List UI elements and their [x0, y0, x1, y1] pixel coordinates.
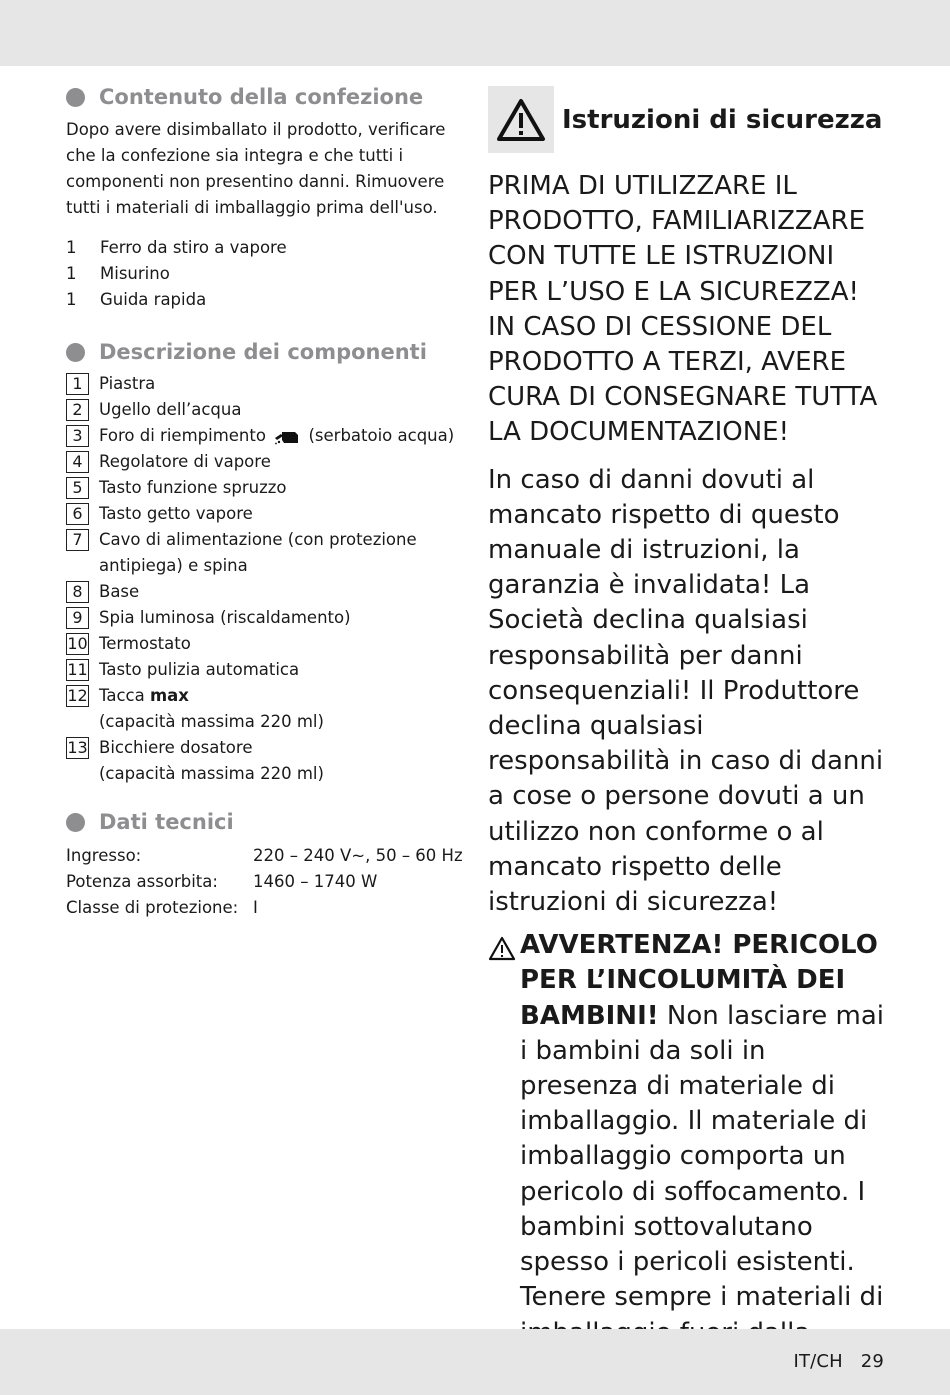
water-fill-icon — [273, 429, 301, 445]
spec-label: Classe di protezione: — [66, 898, 239, 917]
child-warning-head: AVVERTENZA! PERICOLO PER L’INCOLUMITÀ DEI BAMBINI! — [520, 930, 878, 1031]
item-name: Ferro da stiro a vapore — [100, 238, 287, 257]
component-number: 8 — [66, 581, 89, 603]
safety-body-text: In caso di danni dovuti al mancato rispetto di questo manuale di istruzioni, la garanzia è invalidata! La Società declina qualsiasi responsabilità per danni consequenziali! Il Produttore declina qualsiasi responsabilità in caso di danni a cose o persone dovuti a un utilizzo non conforme o al mancato rispetto delle istruzioni di sicurezza! — [488, 464, 884, 918]
item-name: Guida rapida — [100, 290, 207, 309]
component-text: Piastra — [99, 374, 156, 393]
contents-heading-text: Contenuto della confezione — [99, 85, 424, 109]
contents-intro: Dopo avere disimballato il prodotto, verificare che la confezione sia integra e che tutti i componenti non presentino danni. Rimuovere tutti i materiali di imballaggio prima dell'uso. — [66, 120, 446, 217]
component-text: Base — [99, 582, 140, 601]
component-text: Cavo di alimentazione (con protezione antipiega) e spina — [99, 530, 417, 575]
component-number: 3 — [66, 425, 89, 447]
component-text-wrap — [99, 735, 466, 787]
left-column — [66, 82, 466, 921]
component-text-after: (serbatoio acqua) — [308, 426, 455, 445]
contents-heading — [66, 82, 466, 112]
components-heading — [66, 337, 466, 367]
contents-list — [66, 235, 466, 313]
footer-locale: IT/CH — [793, 1351, 843, 1372]
component-row — [66, 735, 466, 787]
warning-triangle-small-icon — [488, 936, 516, 961]
component-row — [66, 501, 466, 527]
page-footer — [793, 1351, 884, 1372]
component-row — [66, 605, 466, 631]
component-row — [66, 631, 466, 657]
footer-page-number: 29 — [860, 1351, 884, 1372]
list-item — [66, 261, 466, 287]
spec-label: Potenza assorbita: — [66, 872, 218, 891]
component-text-after: (capacità massima 220 ml) — [99, 712, 324, 731]
component-row — [66, 683, 466, 735]
item-name: Misurino — [100, 264, 170, 283]
component-text: Regolatore di vapore — [99, 452, 271, 471]
component-text: Foro di riempimento — [99, 426, 266, 445]
component-number: 6 — [66, 503, 89, 525]
spec-value: 1460 – 1740 W — [253, 872, 378, 891]
component-number: 1 — [66, 373, 89, 395]
component-number: 9 — [66, 607, 89, 629]
component-text: Termostato — [99, 634, 191, 653]
child-warning-body: Non lasciare mai i bambini da soli in presenza di materiale di imballaggio. Il materiale di imballaggio comporta un pericolo di soffocamento. I bambini sottovalutano spesso i pericoli esistenti. Tenere sempre i materiali di — [520, 1000, 884, 1313]
child-warning-text — [520, 928, 888, 1386]
item-qty: 1 — [66, 290, 77, 309]
component-row — [66, 527, 466, 579]
item-qty: 1 — [66, 238, 77, 257]
warning-triangle-icon — [496, 98, 546, 142]
component-text: Tacca — [99, 686, 145, 705]
component-text-wrap — [99, 683, 466, 735]
component-number: 4 — [66, 451, 89, 473]
component-text: Bicchiere dosatore — [99, 738, 253, 757]
component-text: Ugello dell’acqua — [99, 400, 242, 419]
specs-table — [66, 843, 466, 921]
component-number: 13 — [67, 738, 88, 757]
right-column — [488, 86, 888, 1386]
components-heading-text: Descrizione dei componenti — [99, 340, 427, 364]
spec-label: Ingresso: — [66, 846, 142, 865]
component-text-wrap — [99, 423, 466, 449]
component-text: Tasto pulizia automatica — [99, 660, 300, 679]
component-number: 2 — [66, 399, 89, 421]
safety-header — [488, 86, 888, 153]
spec-value: 220 – 240 V∼, 50 – 60 Hz — [253, 846, 463, 865]
component-row — [66, 475, 466, 501]
component-text: Tasto getto vapore — [99, 504, 253, 523]
component-row — [66, 657, 466, 683]
component-row — [66, 423, 466, 449]
components-list — [66, 371, 466, 787]
component-bold-word: max — [149, 686, 189, 705]
safety-title: Istruzioni di sicurezza — [562, 104, 883, 135]
specs-heading-text: Dati tecnici — [99, 810, 234, 834]
warning-triangle-box — [488, 86, 554, 153]
spec-row — [66, 895, 466, 921]
component-text: Spia luminosa (riscaldamento) — [99, 608, 351, 627]
specs-heading — [66, 807, 466, 837]
component-number: 7 — [66, 529, 89, 551]
bullet-icon — [66, 88, 85, 107]
bullet-icon — [66, 343, 85, 362]
bullet-icon — [66, 813, 85, 832]
child-warning-block — [488, 928, 888, 1386]
component-row — [66, 371, 466, 397]
component-row — [66, 579, 466, 605]
spec-row — [66, 843, 466, 869]
list-item — [66, 235, 466, 261]
component-text-after: (capacità massima 220 ml) — [99, 764, 324, 783]
warning-icon-cell — [488, 928, 520, 1386]
component-number: 5 — [66, 477, 89, 499]
item-qty: 1 — [66, 264, 77, 283]
component-row — [66, 449, 466, 475]
list-item — [66, 287, 466, 313]
component-row — [66, 397, 466, 423]
component-text: Tasto funzione spruzzo — [99, 478, 287, 497]
spec-value: I — [253, 898, 258, 917]
top-band — [0, 0, 950, 66]
component-number: 10 — [67, 634, 88, 653]
component-number: 12 — [67, 686, 88, 705]
safety-caps-text: PRIMA DI UTILIZZARE IL PRODOTTO, FAMILIARIZZARE CON TUTTE LE ISTRUZIONI PER L’USO E LA SICUREZZA! IN CASO DI CESSIONE DEL PRODOTTO A TERZI, AVERE CURA DI CONSEGNARE TUTTA LA DOCUMENTAZIONE! — [488, 171, 878, 448]
spec-row — [66, 869, 466, 895]
component-number: 11 — [67, 660, 88, 679]
